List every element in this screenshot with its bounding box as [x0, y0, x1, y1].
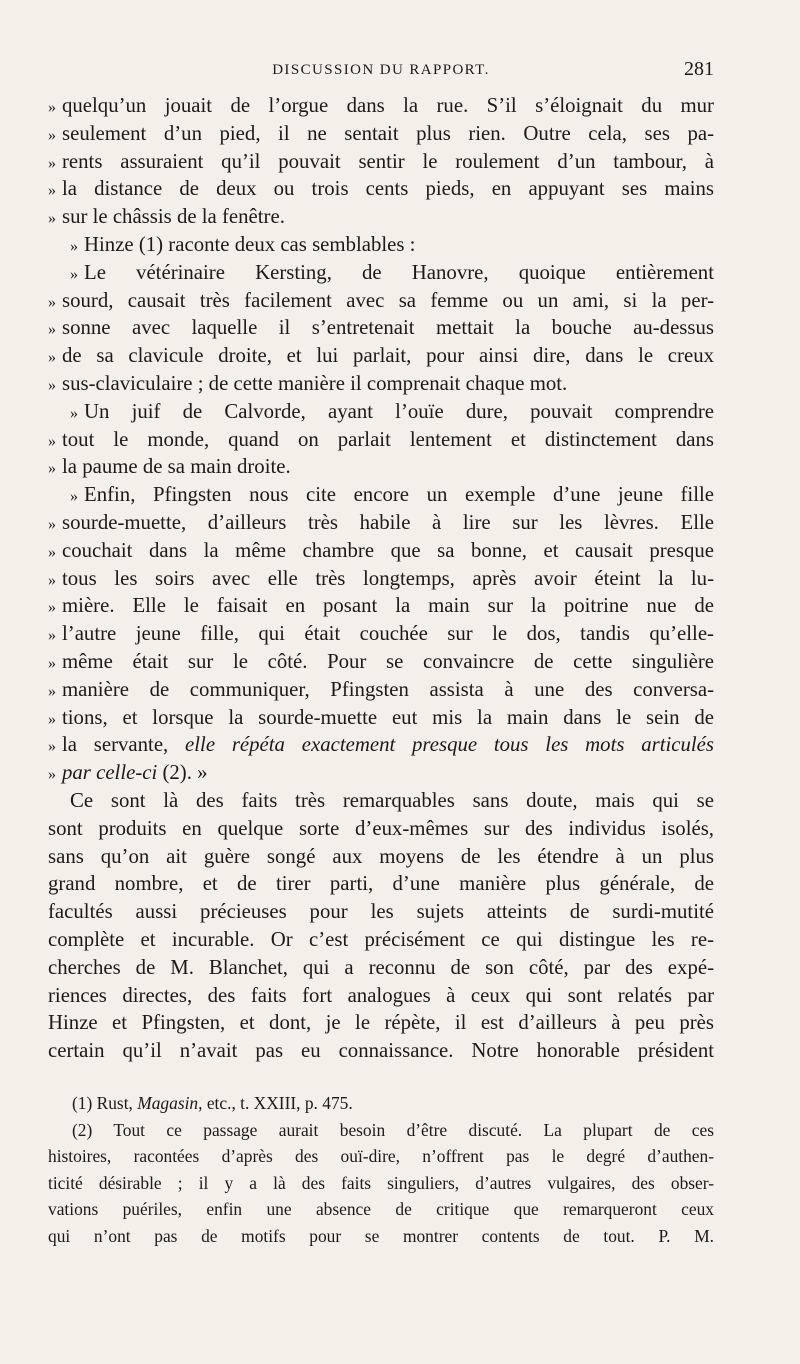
body-text: [48, 92, 714, 1065]
quote-mark: »: [48, 293, 56, 311]
text-line: » l’autre jeune fille, qui était couchée sur le dos, tandis qu’elle-: [48, 620, 714, 648]
quote-mark: »: [48, 99, 56, 116]
quote-mark: »: [48, 154, 56, 172]
page-number: 281: [684, 58, 714, 80]
running-head: DISCUSSION DU RAPPORT.: [272, 62, 490, 78]
footnote-2-line: vations puériles, enfin une absence de critique que remarqueront ceux: [48, 1199, 714, 1219]
text-line: » Enfin, Pfingsten nous cite encore un exemple d’une jeune fille: [48, 481, 714, 509]
text-line: » quelqu’un jouait de l’orgue dans la rue. S’il s’éloignait du mur: [48, 92, 714, 120]
italic-quote: par celle-ci: [62, 761, 158, 785]
text-line: Ce sont là des faits très remarquables sans doute, mais qui se: [70, 788, 714, 812]
quote-mark: »: [48, 515, 56, 533]
quote-mark: »: [70, 488, 78, 506]
text-line: » sur le châssis de la fenêtre.: [48, 203, 714, 231]
text-line: » la distance de deux ou trois cents pieds, en appuyant ses mains: [48, 175, 714, 203]
text-line: » de sa clavicule droite, et lui parlait, pour ainsi dire, dans le creux: [48, 342, 714, 370]
text-line: sans qu’on ait guère songé aux moyens de les étendre à un plus: [48, 844, 714, 868]
quote-mark: »: [70, 237, 78, 255]
footnote-2-line: qui n’ont pas de motifs pour se montrer contents de tout. P. M.: [48, 1225, 714, 1246]
text-line: grand nombre, et de tirer parti, d’une manière plus générale, de: [48, 872, 714, 896]
quote-mark: »: [48, 126, 56, 144]
quote-mark: »: [48, 460, 56, 478]
text-line: » couchait dans la même chambre que sa bonne, et causait presque: [48, 537, 714, 565]
quote-mark: »: [48, 349, 56, 367]
text-line: Hinze et Pfingsten, et dont, je le répète, il est d’ailleurs à peu près: [48, 1011, 714, 1035]
footnote-1: (1) Rust, Magasin, etc., t. XXIII, p. 475.: [72, 1093, 353, 1113]
text-line: » même était sur le côté. Pour se convaincre de cette singulière: [48, 648, 714, 676]
text-line: » sourd, causait très facilement avec sa femme ou un ami, si la per-: [48, 287, 714, 315]
text-line: » Hinze (1) raconte deux cas semblables :: [48, 231, 714, 259]
quote-mark: »: [48, 321, 56, 339]
quote-mark: »: [48, 710, 56, 728]
text-line: » mière. Elle le faisait en posant la main sur la poitrine nue de: [48, 592, 714, 620]
quote-mark: »: [70, 265, 78, 283]
text-line: facultés aussi précieuses pour les sujets atteints de surdi-mutité: [48, 900, 714, 924]
text-line: » rents assuraient qu’il pouvait sentir le roulement d’un tambour, à: [48, 148, 714, 176]
quote-mark: »: [48, 571, 56, 589]
text-line: » sourde-muette, d’ailleurs très habile à lire sur les lèvres. Elle: [48, 509, 714, 537]
text-line: » la paume de sa main droite.: [48, 453, 714, 481]
text-line: » tout le monde, quand on parlait lentement et distinctement dans: [48, 426, 714, 454]
quote-mark: »: [48, 432, 56, 450]
page-header: [48, 58, 714, 86]
quote-mark: »: [48, 766, 56, 784]
text-line: » seulement d’un pied, il ne sentait plus rien. Outre cela, ses pa-: [48, 120, 714, 148]
text-line: » Le vétérinaire Kersting, de Hanovre, quoique entièrement: [48, 259, 714, 287]
quote-mark: »: [48, 654, 56, 672]
footnote-2-line: (2) Tout ce passage aurait besoin d’être discuté. La plupart de ces: [72, 1119, 714, 1140]
text-line: » tions, et lorsque la sourde-muette eut mis la main dans le sein de: [48, 704, 714, 732]
quote-mark: »: [48, 599, 56, 617]
quote-mark: »: [48, 682, 56, 700]
footnotes: [48, 1090, 714, 1249]
quote-mark: »: [70, 404, 78, 422]
footnote-signature: P. M.: [658, 1225, 714, 1246]
text-line: » manière de communiquer, Pfingsten assista à une des conversa-: [48, 676, 714, 704]
text-line: cherches de M. Blanchet, qui a reconnu de son côté, par des expé-: [48, 955, 714, 979]
text-line: » par celle-ci (2). »: [48, 759, 714, 787]
text-line: complète et incurable. Or c’est précisément ce qui distingue les re-: [48, 927, 714, 951]
italic-quote: elle répéta exactement presque tous les mots articulés: [185, 733, 714, 757]
quote-mark: »: [48, 210, 56, 228]
text-line: » la servante, elle répéta exactement presque tous les mots articulés: [48, 731, 714, 759]
footnote-2-line: histoires, racontées d’après des ouï-dire, n’offrent pas le degré d’authen-: [48, 1146, 714, 1166]
text-line: sont produits en quelque sorte d’eux-mêmes sur des individus isolés,: [48, 816, 714, 840]
text-line: certain qu’il n’avait pas eu connaissance. Notre honorable président: [48, 1039, 714, 1063]
text-line: » tous les soirs avec elle très longtemps, après avoir éteint la lu-: [48, 565, 714, 593]
quote-mark: »: [48, 738, 56, 756]
text-line: » sus-claviculaire ; de cette manière il comprenait chaque mot.: [48, 370, 714, 398]
text-line: » sonne avec laquelle il s’entretenait mettait la bouche au-dessus: [48, 314, 714, 342]
text-line: riences directes, des faits fort analogues à ceux qui sont relatés par: [48, 983, 714, 1007]
text-line: » Un juif de Calvorde, ayant l’ouïe dure, pouvait comprendre: [48, 398, 714, 426]
quote-mark: »: [48, 376, 56, 394]
quote-mark: »: [48, 182, 56, 200]
quote-mark: »: [48, 627, 56, 645]
quote-mark: »: [48, 543, 56, 561]
footnote-2-line: ticité désirable ; il y a là des faits singuliers, d’autres vulgaires, des obser-: [48, 1172, 714, 1193]
